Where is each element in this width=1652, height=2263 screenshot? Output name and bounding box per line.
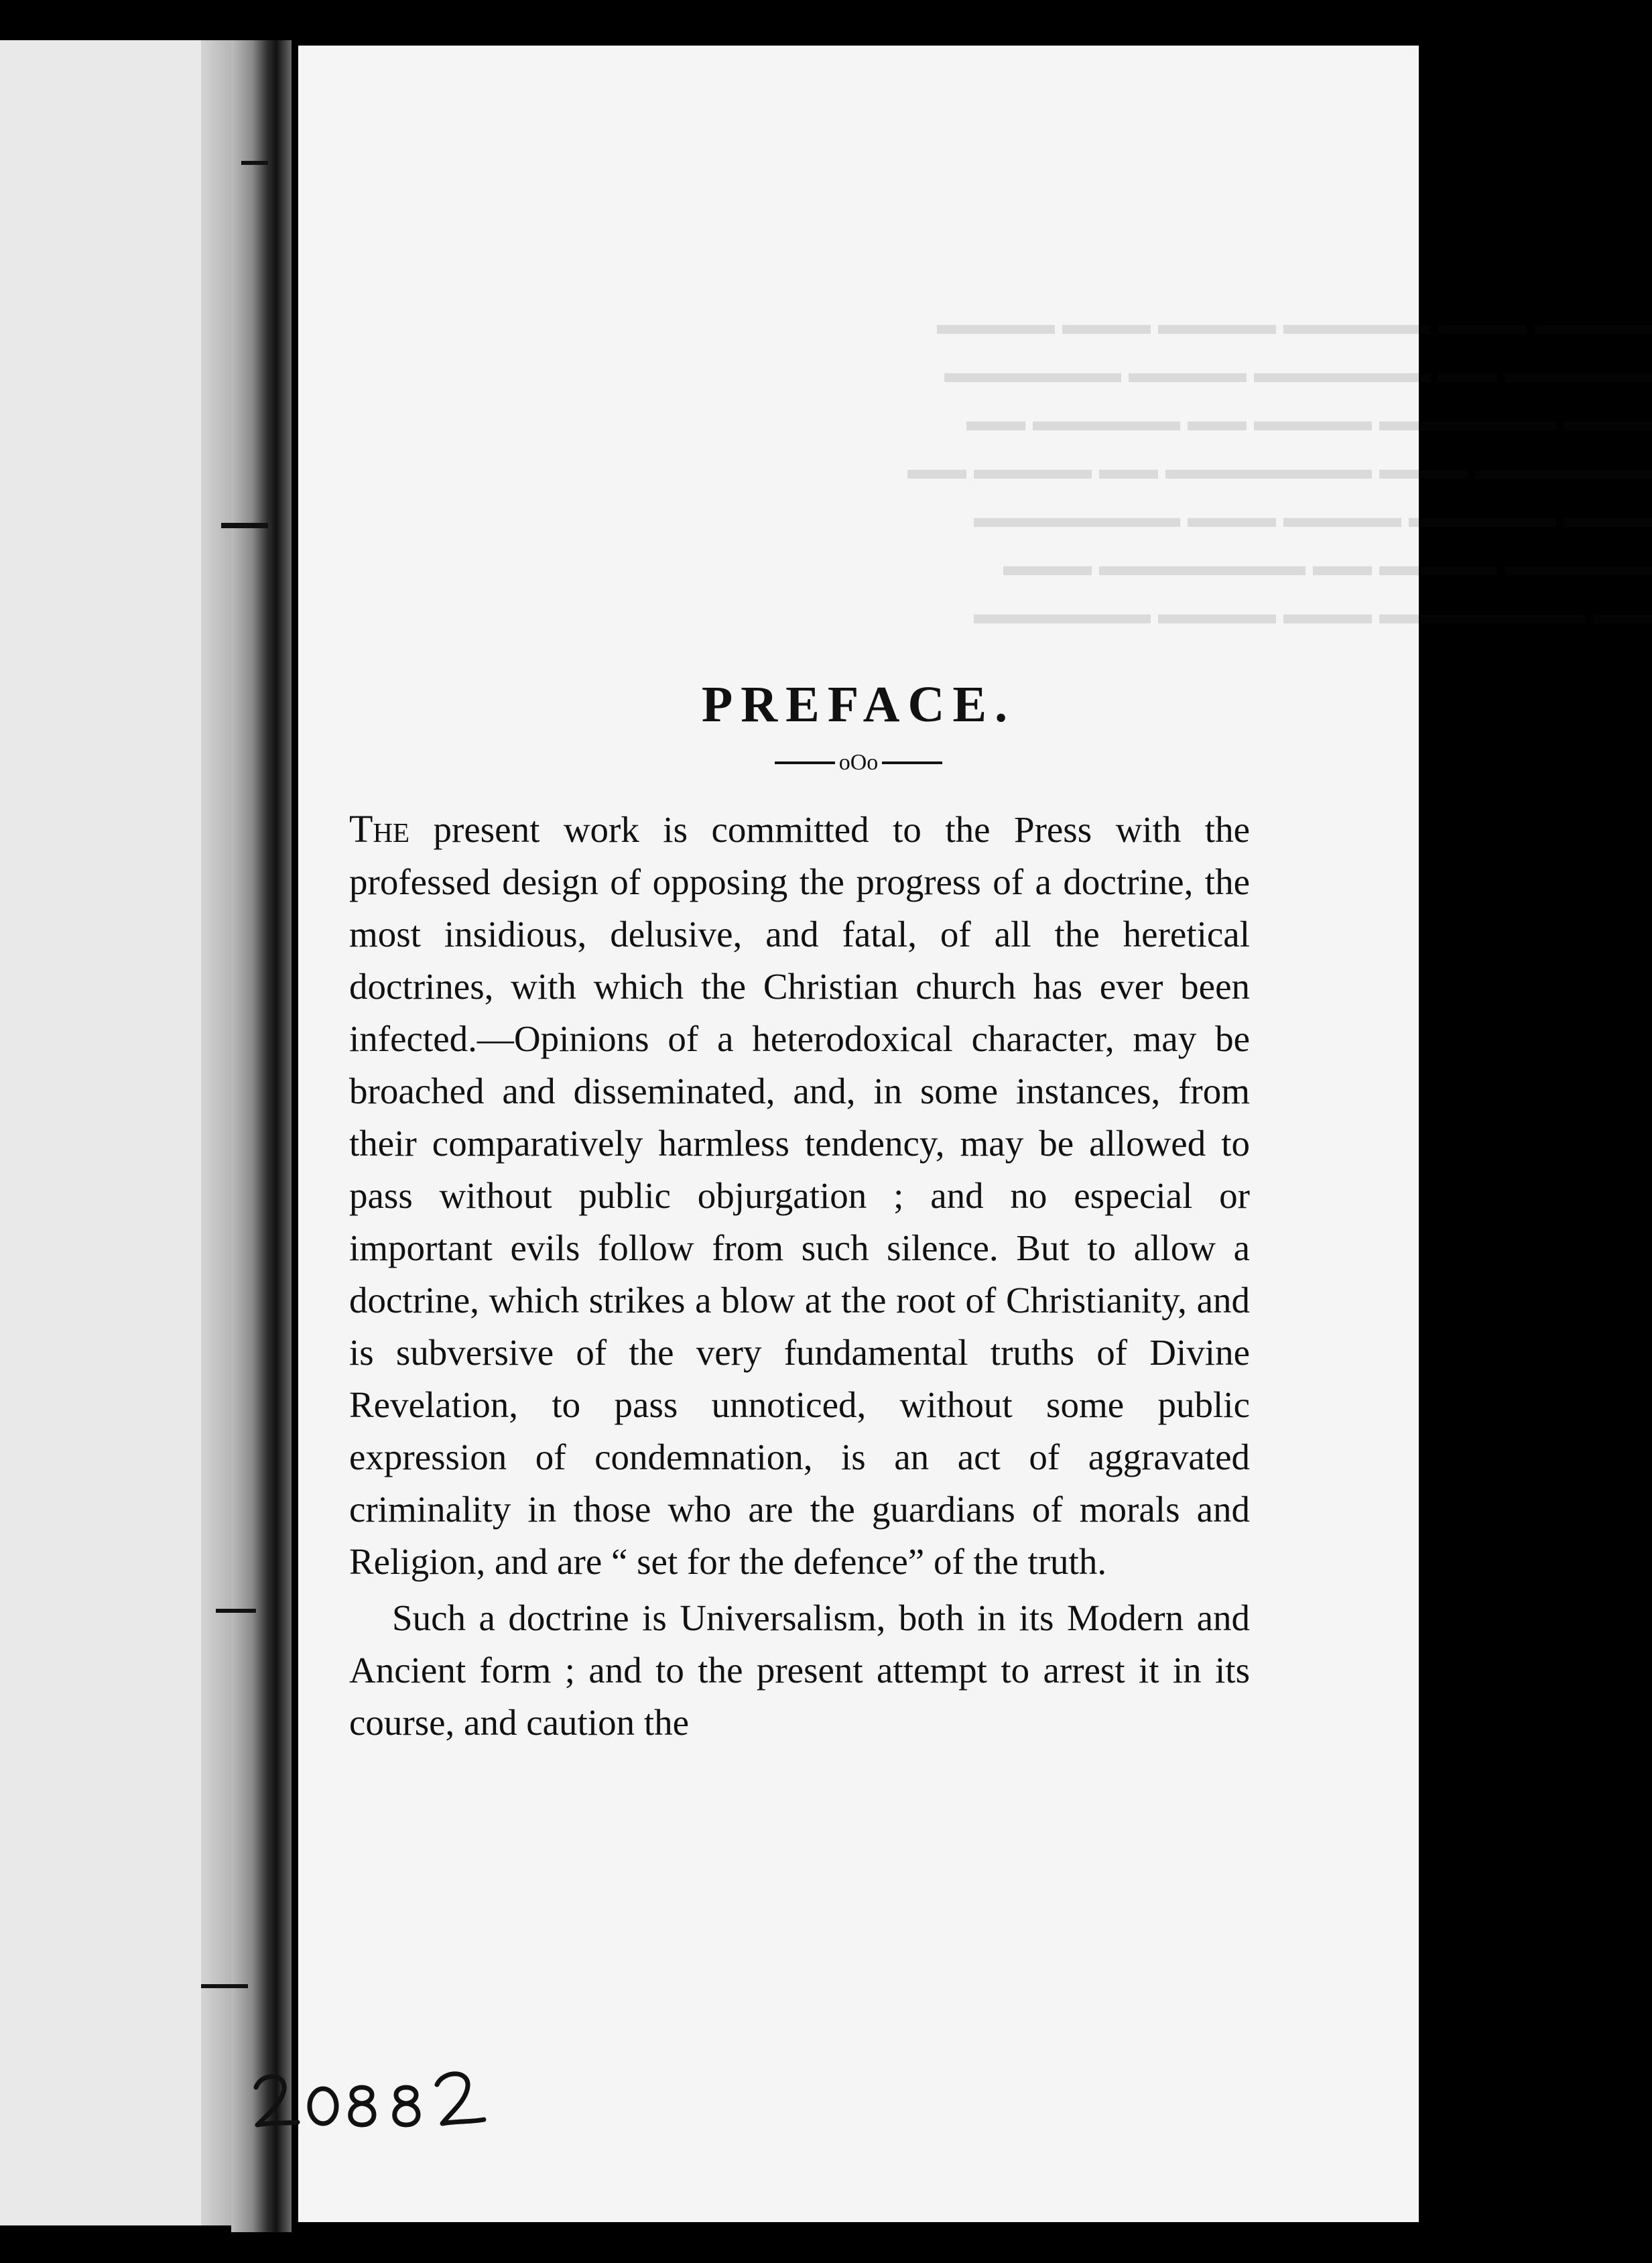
ornament-mark: oOo bbox=[838, 750, 879, 775]
paragraph-lead-word: The bbox=[349, 807, 410, 851]
binding-mark bbox=[216, 1609, 256, 1613]
ornament-rule bbox=[882, 761, 942, 764]
book-page bbox=[298, 46, 1652, 2222]
book-gutter bbox=[231, 40, 292, 2232]
paragraph-text: Such a doctrine is Universalism, both in its Modern and Ancient form ; and to the present attempt to arrest it in its course, and caution the bbox=[349, 1597, 1250, 1743]
bleed-through-text: ▬▬▬▬ ▬▬▬ ▬▬▬▬▬ ▬▬▬▬ ▬▬▬ ▬▬▬▬ ▬▬▬▬▬ ▬▬ ▬▬▬▬▬▬ ▬▬▬▬ ▬▬▬▬▬▬ ▬▬▬ ▬▬▬▬▬▬ ▬▬▬▬ ▬▬ ▬▬▬▬▬ ▬▬ ▬▬▬▬▬▬ ▬▬▬ ▬▬▬▬▬▬▬ ▬▬ ▬▬▬▬ ▬▬ ▬▬▬ ▬▬▬▬▬ ▬▬▬▬ ▬▬▬ ▬▬▬▬▬▬▬ ▬▬▬▬▬ ▬▬▬▬ ▬▬ ▬▬▬▬▬▬▬ ▬▬▬ ▬▬ ▬▬▬▬▬▬▬ ▬▬▬ ▬▬▬▬ ▬▬▬▬▬▬ bbox=[907, 308, 1652, 630]
paragraph bbox=[349, 1592, 1250, 1749]
ornament-rule bbox=[775, 761, 835, 764]
binding-mark bbox=[241, 161, 268, 165]
paragraph bbox=[349, 803, 1250, 1588]
paragraph-text: present work is committed to the Press with the professed design of opposing the progress of a doctrine, the most insidious, delusive, and fatal, of all the heretical doctrines, with which the Christian church has ever been infected.—Opinions of a heterodoxical character, may be broached and disseminated, and, in some instances, from their comparatively harmless tendency, may be allowed to pass without public objurgation ; and no especial or important evils follow from such silence. But to allow a doctrine, which strikes a blow at the root of Christianity, and is subversive of the very fundamental truths of Divine Revelation, to pass unnoticed, without some public expression of condemnation, is an act of aggravated criminality in those who are the guardians of morals and Religion, and are “ set for the defence” of the truth. bbox=[349, 809, 1250, 1582]
facing-page-margin bbox=[0, 40, 201, 2225]
page-title: PREFACE. bbox=[701, 676, 1016, 733]
handwritten-number-drawing bbox=[248, 2058, 489, 2138]
preface-body bbox=[349, 803, 1250, 1749]
title-ornament bbox=[298, 749, 1419, 776]
handwritten-number bbox=[248, 2058, 489, 2138]
binding-mark bbox=[221, 523, 268, 528]
binding-mark bbox=[201, 1984, 248, 1988]
